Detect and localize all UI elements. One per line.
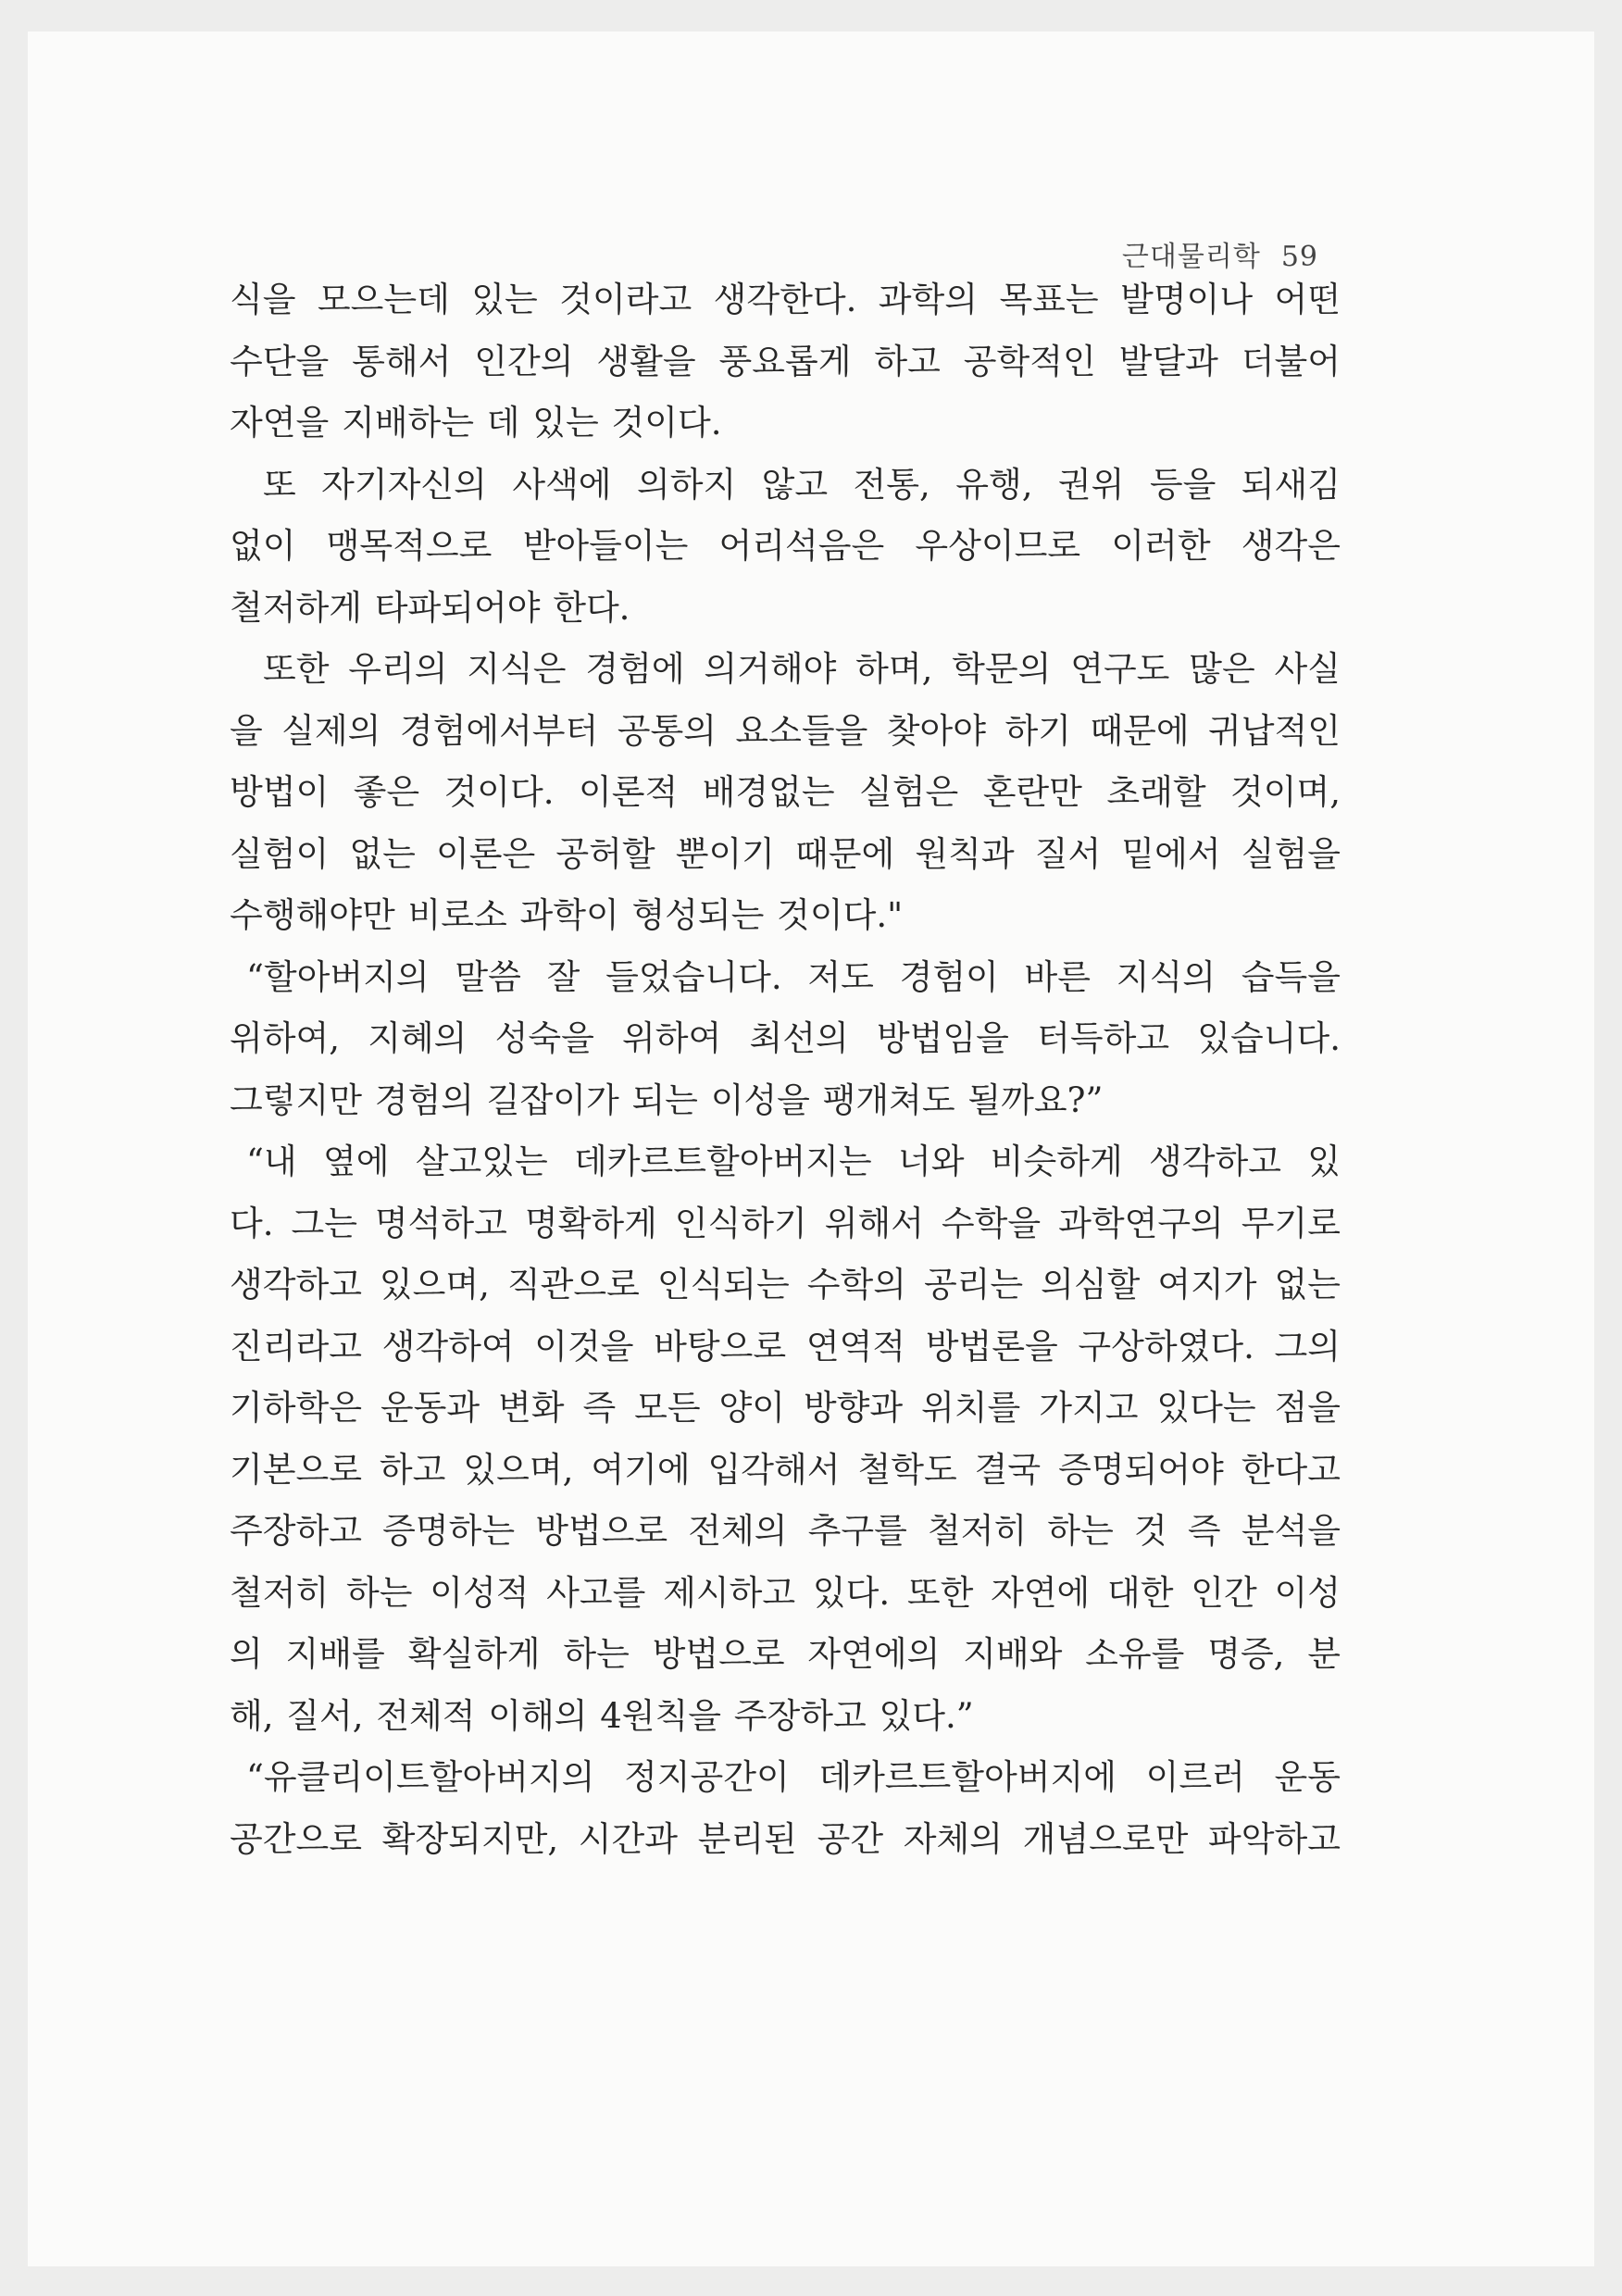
text-line: 자연을 지배하는 데 있는 것이다. (230, 403, 722, 443)
running-header (1122, 233, 1318, 274)
text-line: 없이 맹목적으로 받아들이는 어리석음은 우상이므로 이러한 생각은 (230, 526, 1341, 566)
text-line: 수단을 통해서 인간의 생활을 풍요롭게 하고 공학적인 발달과 더불어 (230, 341, 1341, 381)
chapter-title: 근대물리학 (1121, 241, 1261, 273)
text-line: 의 지배를 확실하게 하는 방법으로 자연에의 지배와 소유를 명증, 분 (230, 1634, 1341, 1674)
text-line: 수행해야만 비로소 과학이 형성되는 것이다." (230, 895, 904, 935)
text-line: 위하여, 지혜의 성숙을 위하여 최선의 방법임을 터득하고 있습니다. (230, 1018, 1341, 1058)
text-line: 기본으로 하고 있으며, 여기에 입각해서 철학도 결국 증명되어야 한다고 (230, 1449, 1341, 1490)
body-text (230, 269, 1341, 1870)
text-line: 해, 질서, 전체적 이해의 4원칙을 주장하고 있다.” (230, 1695, 974, 1736)
text-line: 철저하게 타파되어야 한다. (230, 587, 630, 628)
text-line: “내 옆에 살고있는 데카르트할아버지는 너와 비슷하게 생각하고 있 (246, 1142, 1341, 1181)
page-number: 59 (1280, 241, 1318, 273)
text-line: 철저히 하는 이성적 사고를 제시하고 있다. 또한 자연에 대한 인간 이성 (230, 1572, 1341, 1613)
text-line: 진리라고 생각하여 이것을 바탕으로 연역적 방법론을 구상하였다. 그의 (230, 1326, 1341, 1366)
text-line: 생각하고 있으며, 직관으로 인식되는 수학의 공리는 의심할 여지가 없는 (230, 1265, 1341, 1304)
text-line: 공간으로 확장되지만, 시간과 분리된 공간 자체의 개념으로만 파악하고 (230, 1818, 1341, 1859)
text-line: 실험이 없는 이론은 공허할 뿐이기 때문에 원칙과 질서 밑에서 실험을 (230, 833, 1341, 874)
text-line: 또한 우리의 지식은 경험에 의거해야 하며, 학문의 연구도 많은 사실 (263, 649, 1341, 689)
text-line: “유클리이트할아버지의 정지공간이 데카르트할아버지에 이르러 운동 (246, 1757, 1341, 1797)
text-line: 방법이 좋은 것이다. 이론적 배경없는 실험은 혼란만 초래할 것이며, (230, 772, 1341, 812)
text-line: “할아버지의 말씀 잘 들었습니다. 저도 경험이 바른 지식의 습득을 (246, 956, 1341, 997)
text-line: 다. 그는 명석하고 명확하게 인식하기 위해서 수학을 과학연구의 무기로 (230, 1203, 1341, 1243)
text-line: 주장하고 증명하는 방법으로 전체의 추구를 철저히 하는 것 즉 분석을 (230, 1511, 1341, 1551)
text-line: 그렇지만 경험의 길잡이가 되는 이성을 팽개쳐도 될까요?” (230, 1079, 1104, 1120)
text-line: 을 실제의 경험에서부터 공통의 요소들을 찾아야 하기 때문에 귀납적인 (230, 710, 1341, 751)
text-line: 기하학은 운동과 변화 즉 모든 양이 방향과 위치를 가지고 있다는 점을 (230, 1388, 1341, 1428)
text-line: 또 자기자신의 사색에 의하지 않고 전통, 유행, 권위 등을 되새김 (263, 464, 1341, 505)
text-line: 식을 모으는데 있는 것이라고 생각한다. 과학의 목표는 발명이나 어떤 (230, 280, 1341, 319)
